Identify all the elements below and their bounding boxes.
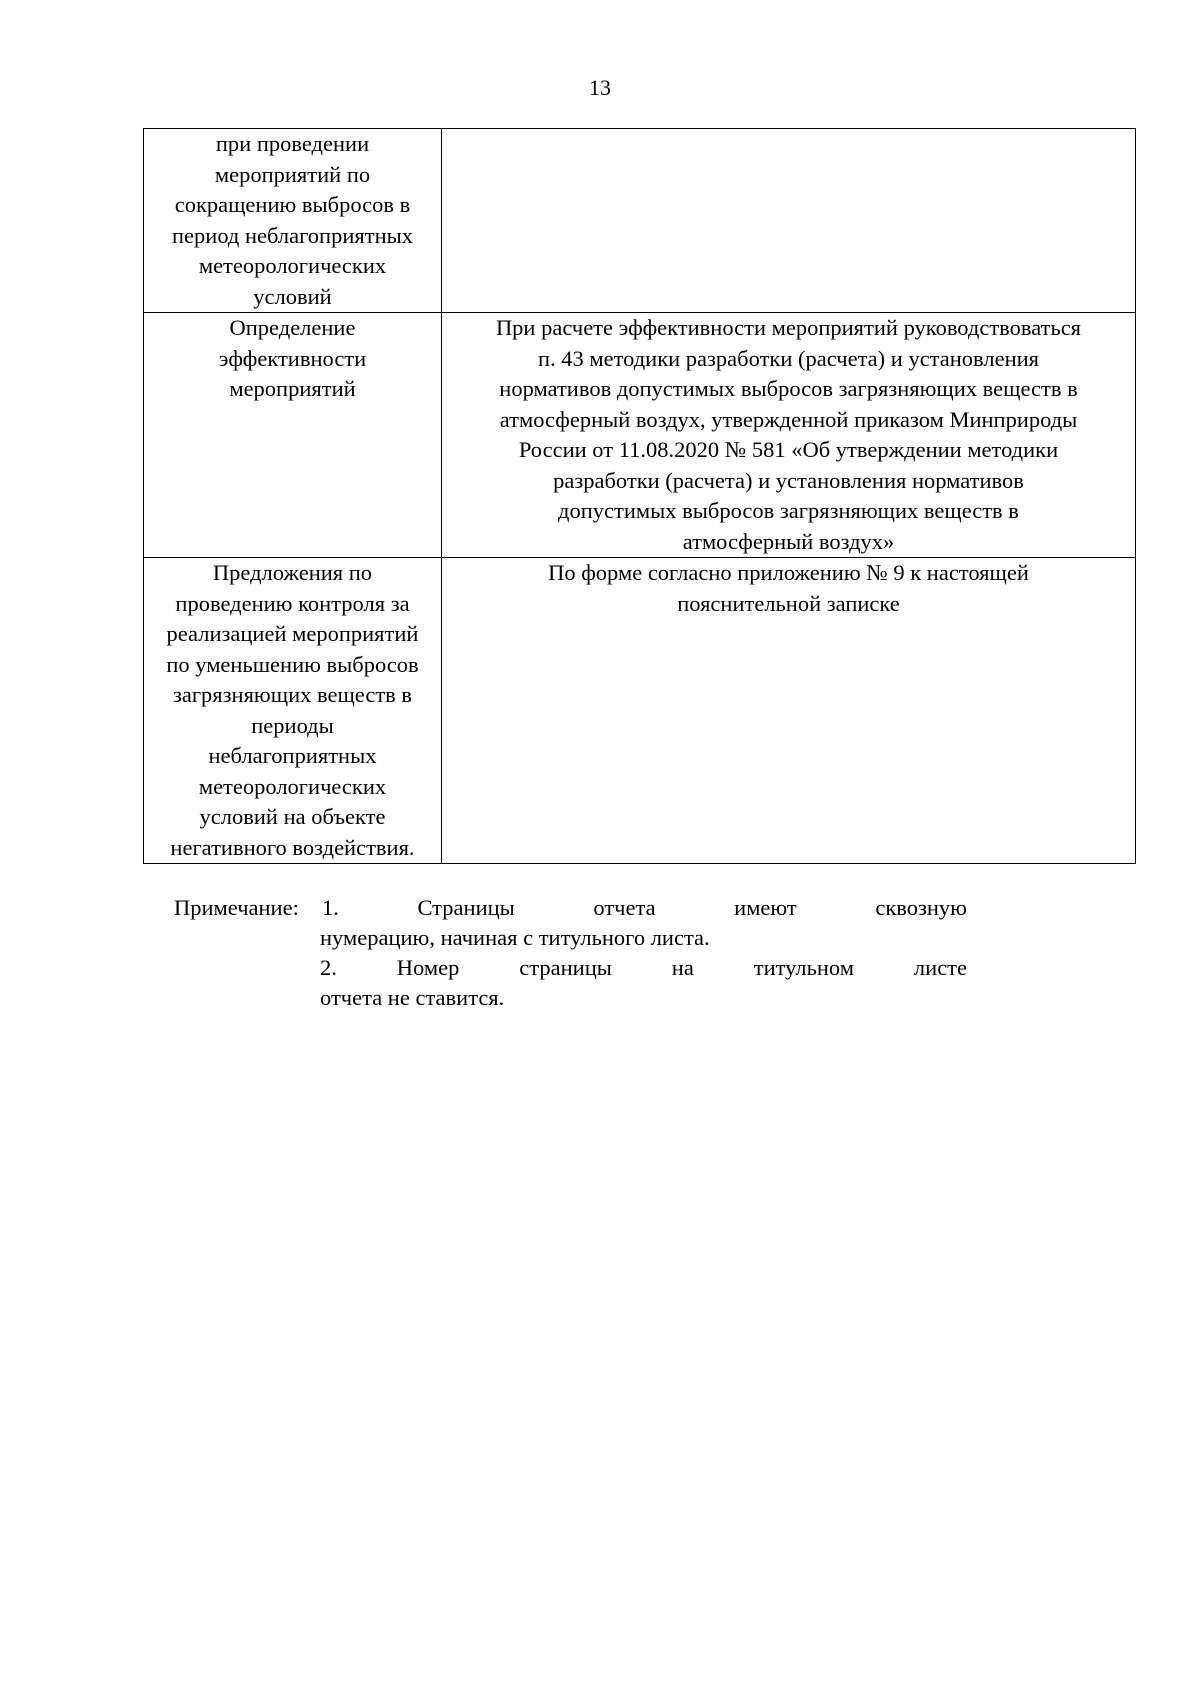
cell-line: Предложения по <box>212 560 373 585</box>
cell-line: По форме согласно приложению № 9 к настоящей <box>548 560 1029 585</box>
cell-line: негативного воздействия. <box>170 834 415 860</box>
table-cell-label <box>144 558 442 864</box>
cell-line: п. 43 методики разработки (расчета) и установления <box>537 345 1040 371</box>
cell-line: условий на объекте <box>199 804 386 829</box>
cell-line: реализацией мероприятий <box>166 621 419 646</box>
page-number: 13 <box>589 75 611 100</box>
cell-line: неблагоприятных <box>208 743 377 768</box>
cell-line: при проведении <box>215 131 370 156</box>
cell-line: атмосферный воздух» <box>682 528 895 554</box>
cell-line: допустимых выбросов загрязняющих веществ в <box>558 498 1019 523</box>
requirements-table <box>143 128 1136 864</box>
cell-line: метеорологических <box>198 773 387 799</box>
note-label: Примечание: <box>174 895 299 920</box>
cell-line: атмосферный воздух, утвержденной приказом Минприроды <box>499 406 1078 432</box>
cell-line: условий <box>253 283 332 309</box>
cell-line: пояснительной записке <box>677 590 900 616</box>
cell-line: загрязняющих веществ в <box>172 682 413 707</box>
cell-line: метеорологических <box>198 253 387 278</box>
cell-line: эффективности <box>218 345 367 371</box>
cell-line: сокращению выбросов в <box>174 192 411 217</box>
table-row <box>144 558 1136 864</box>
table-cell-value <box>442 129 1136 313</box>
cell-line: мероприятий <box>229 376 356 401</box>
note-item-2-line-2: отчета не ставится. <box>320 985 505 1010</box>
cell-line: нормативов допустимых выбросов загрязняющих веществ в <box>499 376 1078 401</box>
cell-line: мероприятий по <box>214 161 371 187</box>
cell-line: При расчете эффективности мероприятий руководствоваться <box>495 315 1082 340</box>
cell-line: России от 11.08.2020 № 581 «Об утверждении методики <box>518 437 1059 462</box>
cell-line: разработки (расчета) и установления нормативов <box>553 467 1024 493</box>
cell-line: период неблагоприятных <box>172 222 413 248</box>
note-item-1-line-1: 1. Страницы отчета имеют сквозную <box>322 895 967 920</box>
note-item-2-line-1: 2. Номер страницы на титульном листе <box>320 955 967 980</box>
cell-line: периоды <box>251 712 334 738</box>
table-cell-label <box>144 313 442 558</box>
cell-line: по уменьшению выбросов <box>166 651 419 677</box>
cell-line: проведению контроля за <box>175 590 410 616</box>
table-cell-value <box>442 558 1136 864</box>
note-item-1-line-2: нумерацию, начиная с титульного листа. <box>320 925 710 950</box>
table-cell-value <box>442 313 1136 558</box>
table-cell-label <box>144 129 442 313</box>
table-row <box>144 129 1136 313</box>
cell-line: Определение <box>229 315 356 340</box>
table-row <box>144 313 1136 558</box>
